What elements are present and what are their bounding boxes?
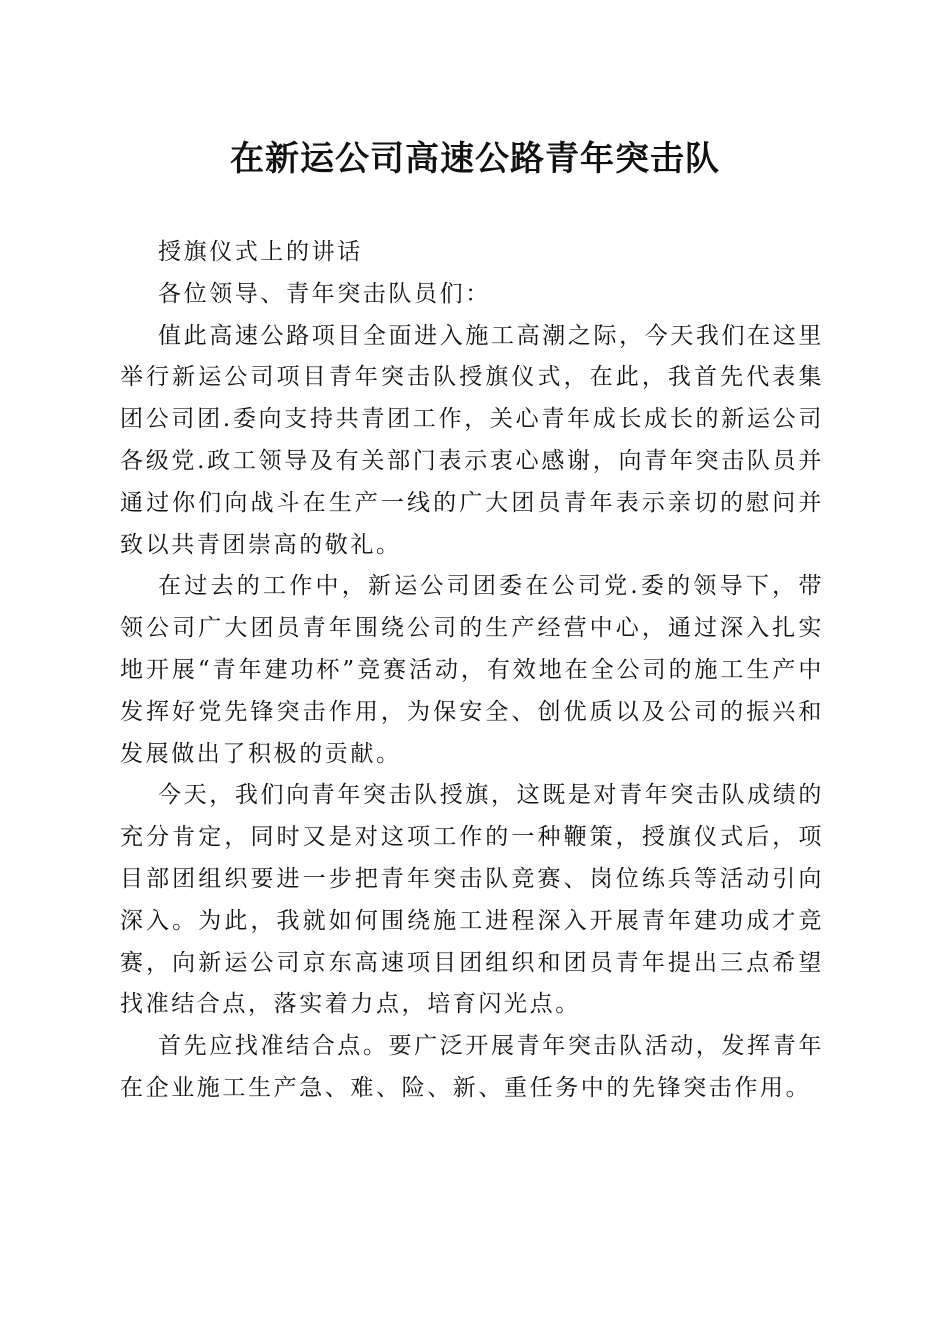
body-paragraph: 值此高速公路项目全面进入施工高潮之际，今天我们在这里举行新运公司项目青年突击队授旗仪式，在此，我首先代表集团公司团.委向支持共青团工作，关心青年成长成长的新运公司各级党.政工领导及有关部门表示衷心感谢，向青年突击队员并通过你们向战斗在生产一线的广大团员青年表示亲切的慰问并致以共青团崇高的敬礼。 [120, 322, 824, 558]
salutation-paragraph: 各位领导、青年突击队员们： [158, 280, 491, 307]
body-paragraph: 首先应找准结合点。要广泛开展青年突击队活动，发挥青年在企业施工生产急、难、险、新、重任务中的先锋突击作用。 [120, 1033, 824, 1101]
body-paragraph: 在过去的工作中，新运公司团委在公司党.委的领导下，带领公司广大团员青年围绕公司的生产经营中心，通过深入扎实地开展“青年建功杯”竞赛活动，有效地在全公司的施工生产中发挥好党先锋突击作用，为保安全、创优质以及公司的振兴和发展做出了积极的贡献。 [120, 573, 824, 767]
document-body [120, 232, 824, 1110]
document-title: 在新运公司高速公路青年突击队 [230, 139, 720, 179]
body-paragraph: 今天，我们向青年突击队授旗，这既是对青年突击队成绩的充分肯定，同时又是对这项工作的一种鞭策，授旗仪式后，项目部团组织要进一步把青年突击队竞赛、岗位练兵等活动引向深入。为此，我就如何围绕施工进程深入开展青年建功成才竞赛，向新运公司京东高速项目团组织和团员青年提出三点希望找准结合点，落实着力点，培育闪光点。 [120, 782, 824, 1018]
subtitle-paragraph: 授旗仪式上的讲话 [158, 239, 363, 265]
